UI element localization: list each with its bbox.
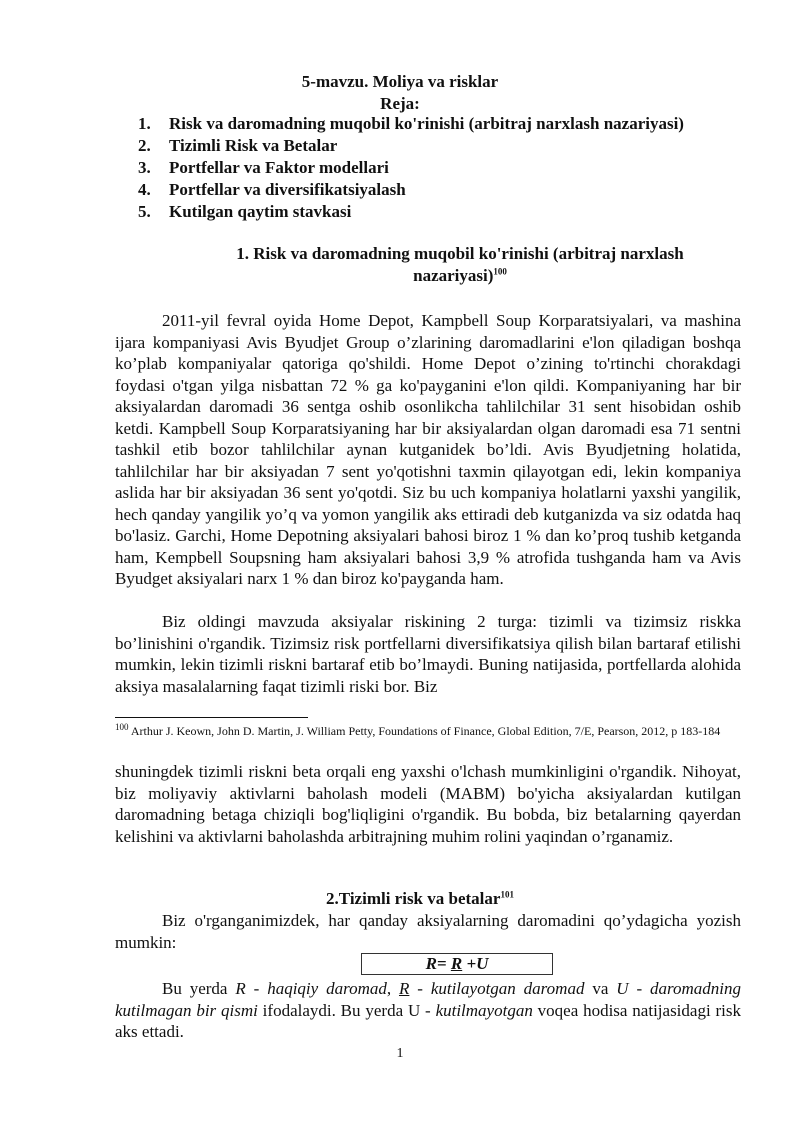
plan-item-text: Risk va daromadning muqobil ko'rinishi (arbitraj narxlash nazariyasi) — [169, 114, 684, 133]
p5-term-actual-return: haqiqiy daromad — [267, 979, 387, 998]
topic-title: 5-mavzu. Moliya va risklar — [301, 72, 499, 91]
p5-text: , — [386, 979, 399, 998]
plan-item-text: Tizimli Risk va Betalar — [169, 136, 338, 155]
plan-item — [138, 113, 684, 135]
plan-item-text: Kutilgan qaytim stavkasi — [169, 202, 352, 221]
paragraph-3: shuningdek tizimli riskni beta orqali eng yaxshi o'lchash mumkinligini o'rgandik. Nihoyat, biz moliyaviy aktivlarni baholash modeli (MABM) bo'yicha aksiyalardan kutilgan daromadning betaga chiziqli bog'liqligini o'rgandik. Bu bobda, biz betalarning qayerdan kelishini va aktivlarni baholashda arbitrajning muhim rolini yaqindan o’rganamiz. — [115, 762, 741, 846]
section1-heading-line2-text: nazariyasi) — [413, 266, 494, 285]
formula-equals: = — [436, 954, 451, 973]
plan-item-number: 4. — [138, 180, 151, 199]
footnote-number: 100 — [115, 722, 129, 732]
plan-item-number: 2. — [138, 136, 151, 155]
plan-item-number: 1. — [138, 114, 151, 133]
p5-symbol-u: U — [616, 979, 629, 998]
formula-plus-u: +U — [462, 954, 489, 973]
p5-term-unexpected: kutilmayotgan — [435, 1000, 533, 1020]
p5-text: - — [245, 979, 268, 998]
plan-item-text: Portfellar va Faktor modellari — [169, 158, 389, 177]
return-formula — [361, 953, 553, 975]
footnote-ref-100: 100 — [493, 266, 507, 277]
section1-heading-line2 — [200, 265, 720, 287]
plan-item-text: Portfellar va diversifikatsiyalash — [169, 180, 406, 199]
footnote-text: Arthur J. Keown, John D. Martin, J. William Petty, Foundations of Finance, Global Edition, 7/E, Pearson, 2012, p 183-184 — [128, 724, 721, 738]
paragraph-1: 2011-yil fevral oyida Home Depot, Kampbell Soup Korparatsiyalari, va mashina ijara kompaniyasi Avis Byudjet Group o’zlarining daromadlarini e'lon qiladigan boshqa ko’plab kompaniyalar qatoriga qo'shildi. Home Depot o’zining to'rtinchi chorakdagi foydasi o'tgan yilga nisbattan 72 % ga ko'payganini e'lon qildi. Kompaniyaning har bir aksiyalardan daromadi 36 sentga oshib osonlikcha tahlilchilar 31 sent hisobidan oshib ketdi. Kampbell Soup Korparatsiyaning har bir aksiyalardan olgan daromadi esa 71 sentni tashkil etib bozor tahlilchilar aynan kutganidek bo’ldi. Avis Byudjetning holatida, tahlilchilar har bir aksiyadan 7 sent yo'qotishni taxmin qilayotgan edi, lekin kompaniya aslida har bir aksiyadan 36 sent yo'qotdi. Siz bu uch kompaniya holatlarni yaxshi yangilik, hech qanday yangilik yo’q va yomon yangilik aks ettiradi deb kutganizda va siz odatda haq bo'lasiz. Garchi, Home Depotning aksiyalari bahosi biroz 1 % dan ko’proq tushib ketganda ham, Kempbell Soupsning ham aksiyalari bahosi 3,9 % atrofida tushganda ham va Avis Byudget aksiyalari narx 1 % dan biroz ko'payganda ham. — [115, 311, 741, 588]
plan-heading: Reja: — [380, 94, 420, 113]
p5-text: va — [584, 979, 617, 998]
paragraph-4: Biz o'rganganimizdek, har qanday aksiyalarning daromadini qo’ydagicha yozish mumkin: — [115, 911, 741, 952]
p5-term-expected-return: kutilayotgan daromad — [430, 979, 585, 998]
footnote-100 — [115, 723, 741, 739]
section2-heading — [0, 888, 800, 910]
p5-symbol-r: R — [235, 979, 246, 998]
plan-item-number: 3. — [138, 158, 151, 177]
page-number: 1 — [396, 1046, 404, 1061]
p5-text: voqea hodisa natijasidagi risk aks ettadi. — [115, 1000, 742, 1041]
section1-heading-line1: 1. Risk va daromadning muqobil ko'rinishi (arbitraj narxlash — [236, 244, 684, 263]
plan-item — [138, 179, 684, 201]
paragraph-5 — [115, 978, 741, 1043]
p5-symbol-r-expected: R — [398, 979, 410, 998]
p5-text: Bu yerda — [162, 979, 236, 998]
footnote-ref-101: 101 — [500, 889, 514, 900]
p5-text: - — [409, 979, 431, 998]
plan-item-number: 5. — [138, 202, 151, 221]
plan-item — [138, 157, 684, 179]
formula-r-expected: R — [450, 954, 463, 973]
formula-r: R — [425, 954, 437, 973]
plan-list — [138, 113, 684, 223]
section2-heading-text: 2.Tizimli risk va betalar — [326, 889, 501, 908]
p5-text: - — [628, 979, 650, 998]
section1-heading — [200, 243, 720, 287]
p5-term-unexpected-part: daromadning kutilmagan bir qismi — [115, 979, 741, 1020]
paragraph-2: Biz oldingi mavzuda aksiyalar riskining 2 turga: tizimli va tizimsiz riskka bo’linishini o'rgandik. Tizimsiz risk portfellarni diversifikatsiya qilish bilan bartaraf etilishi mumkin, lekin tizimli riskni bartaraf etib bo’lmaydi. Buning natijasida, portfellarda alohida aksiya masalalarning faqat tizimli riski bor. Biz — [115, 612, 741, 696]
plan-item — [138, 201, 684, 223]
footnote-divider — [115, 717, 308, 718]
plan-item — [138, 135, 684, 157]
p5-text: ifodalaydi. Bu yerda U - — [257, 1000, 436, 1020]
